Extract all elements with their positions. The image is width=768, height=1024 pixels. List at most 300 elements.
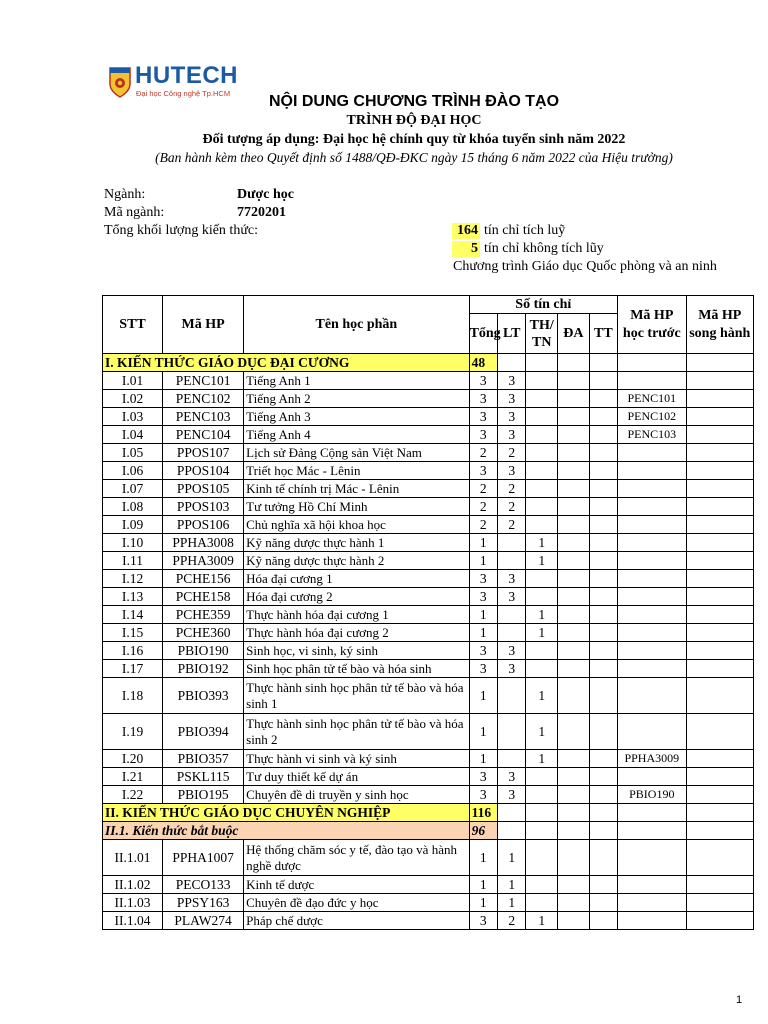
empty-cell [558,354,590,372]
cell-coreq [686,480,753,498]
cell-prereq [618,498,686,516]
cell-da [558,840,590,876]
major-label: Ngành: [104,187,146,202]
table-row [103,606,754,624]
table-row [103,642,754,660]
cell-stt: I.04 [103,426,163,444]
table-row [103,912,754,930]
cell-prereq [618,606,686,624]
empty-cell [498,822,526,840]
cell-name: Tiếng Anh 2 [244,390,469,408]
cell-prereq [618,462,686,480]
cell-lt: 3 [498,786,526,804]
cell-total: 1 [469,552,497,570]
cell-prereq [618,660,686,678]
cell-da [558,750,590,768]
cell-da [558,552,590,570]
cell-total: 3 [469,390,497,408]
cell-total: 1 [469,894,497,912]
cell-tt [589,714,617,750]
cell-total: 3 [469,408,497,426]
cell-th [526,426,558,444]
cell-coreq [686,642,753,660]
cell-da [558,624,590,642]
cell-th [526,372,558,390]
cell-da [558,516,590,534]
cell-total: 2 [469,498,497,516]
total-label: Tổng khối lượng kiến thức: [104,223,259,238]
cell-prereq: PPHA3009 [618,750,686,768]
cell-da [558,480,590,498]
cell-total: 1 [469,714,497,750]
cell-lt: 1 [498,840,526,876]
cell-coreq [686,372,753,390]
cell-code: PPOS105 [163,480,244,498]
cell-stt: I.13 [103,588,163,606]
cell-code: PENC103 [163,408,244,426]
cell-name: Triết học Mác - Lênin [244,462,469,480]
doc-level: TRÌNH ĐỘ ĐẠI HỌC [346,113,482,128]
cell-total: 3 [469,426,497,444]
cell-coreq [686,408,753,426]
cell-th [526,894,558,912]
cell-prereq [618,372,686,390]
cell-coreq [686,534,753,552]
cell-coreq [686,876,753,894]
cell-stt: II.1.03 [103,894,163,912]
table-row [103,786,754,804]
cell-da [558,534,590,552]
section-total: 96 [469,822,497,840]
cell-total: 3 [469,660,497,678]
cell-code: PBIO192 [163,660,244,678]
cell-coreq [686,840,753,876]
empty-cell [686,804,753,822]
cell-da [558,372,590,390]
cell-coreq [686,570,753,588]
cell-prereq [618,678,686,714]
empty-cell [686,354,753,372]
cell-stt: I.01 [103,372,163,390]
cell-name: Sinh học, vi sinh, ký sinh [244,642,469,660]
cell-th [526,390,558,408]
table-row [103,552,754,570]
cell-prereq: PENC103 [618,426,686,444]
cell-prereq [618,534,686,552]
cell-stt: I.10 [103,534,163,552]
cell-coreq [686,894,753,912]
cell-lt: 3 [498,372,526,390]
cell-total: 2 [469,516,497,534]
curriculum-table [102,295,754,930]
empty-cell [589,804,617,822]
cell-name: Kỹ năng dược thực hành 2 [244,552,469,570]
cell-prereq [618,516,686,534]
empty-cell [526,822,558,840]
table-row [103,840,754,876]
cell-prereq: PBIO190 [618,786,686,804]
cell-stt: I.21 [103,768,163,786]
cell-lt [498,678,526,714]
empty-cell [589,822,617,840]
cell-code: PPOS107 [163,444,244,462]
cell-lt [498,714,526,750]
cell-th: 1 [526,552,558,570]
cell-tt [589,516,617,534]
cell-th [526,462,558,480]
cell-prereq [618,912,686,930]
cell-da [558,606,590,624]
cell-prereq [618,714,686,750]
cell-code: PBIO393 [163,678,244,714]
cell-code: PENC101 [163,372,244,390]
cell-prereq [618,624,686,642]
cell-total: 1 [469,678,497,714]
table-row [103,354,754,372]
table-row [103,498,754,516]
cell-name: Lịch sử Đảng Cộng sản Việt Nam [244,444,469,462]
cell-stt: I.08 [103,498,163,516]
cell-code: PPOS106 [163,516,244,534]
cell-code: PPOS104 [163,462,244,480]
empty-cell [618,354,686,372]
cell-da [558,390,590,408]
cell-th [526,408,558,426]
cell-da [558,588,590,606]
cell-th [526,516,558,534]
cell-prereq [618,768,686,786]
cell-stt: I.12 [103,570,163,588]
cell-prereq [618,840,686,876]
cell-name: Tiếng Anh 1 [244,372,469,390]
table-row [103,444,754,462]
header-lt: LT [498,314,526,354]
cell-prereq [618,570,686,588]
cell-stt: I.22 [103,786,163,804]
logo-brand: HUTECH [135,62,238,89]
cell-name: Hóa đại cương 2 [244,588,469,606]
cell-lt [498,624,526,642]
cell-tt [589,894,617,912]
logo-tagline: Đại học Công nghệ Tp.HCM [136,89,231,98]
doc-title: NỘI DUNG CHƯƠNG TRÌNH ĐÀO TẠO [268,93,560,110]
cell-lt: 1 [498,876,526,894]
cell-lt [498,552,526,570]
cell-stt: I.11 [103,552,163,570]
cell-tt [589,408,617,426]
cell-tt [589,912,617,930]
cell-total: 1 [469,606,497,624]
header-prereq: Mã HP học trước [618,296,686,354]
cell-tt [589,444,617,462]
cell-prereq [618,642,686,660]
cell-th [526,498,558,516]
cell-code: PPOS103 [163,498,244,516]
cell-name: Tư tưởng Hồ Chí Minh [244,498,469,516]
doc-target: Đối tượng áp dụng: Đại học hệ chính quy từ khóa tuyển sinh năm 2022 [202,132,626,147]
cell-code: PCHE359 [163,606,244,624]
cell-th: 1 [526,606,558,624]
table-row [103,570,754,588]
table-row [103,876,754,894]
cell-total: 3 [469,786,497,804]
cell-coreq [686,750,753,768]
empty-cell [618,822,686,840]
section-label: II. KIẾN THỨC GIÁO DỤC CHUYÊN NGHIỆP [103,804,470,822]
cell-tt [589,786,617,804]
cell-da [558,768,590,786]
cell-total: 3 [469,462,497,480]
cell-stt: I.18 [103,678,163,714]
empty-cell [618,804,686,822]
cell-stt: II.1.04 [103,912,163,930]
cell-tt [589,426,617,444]
cell-code: PBIO357 [163,750,244,768]
page-number: 1 [736,994,743,1006]
cell-name: Pháp chế dược [244,912,469,930]
cell-th [526,444,558,462]
header-tt: TT [589,314,617,354]
cell-th [526,570,558,588]
cell-prereq: PENC101 [618,390,686,408]
credits-non-text: tín chỉ không tích lũy [484,241,604,256]
section-total: 48 [469,354,497,372]
major-value: Dược học [237,187,294,202]
cell-coreq [686,912,753,930]
table-row [103,894,754,912]
table-row [103,750,754,768]
header-da: ĐA [558,314,590,354]
cell-code: PPHA3008 [163,534,244,552]
cell-tt [589,876,617,894]
header-stt: STT [103,296,163,354]
cell-coreq [686,660,753,678]
cell-tt [589,624,617,642]
cell-code: PCHE158 [163,588,244,606]
cell-code: PECO133 [163,876,244,894]
cell-name: Kinh tế dược [244,876,469,894]
table-row [103,390,754,408]
cell-code: PPHA3009 [163,552,244,570]
cell-code: PCHE156 [163,570,244,588]
cell-stt: I.05 [103,444,163,462]
empty-cell [498,804,526,822]
cell-da [558,678,590,714]
table-row [103,516,754,534]
cell-lt: 3 [498,408,526,426]
cell-lt: 1 [498,894,526,912]
cell-da [558,894,590,912]
cell-stt: I.15 [103,624,163,642]
cell-coreq [686,624,753,642]
cell-tt [589,678,617,714]
cell-prereq [618,552,686,570]
cell-coreq [686,606,753,624]
cell-name: Kỹ năng dược thực hành 1 [244,534,469,552]
cell-lt [498,750,526,768]
cell-th [526,642,558,660]
section-label: II.1. Kiến thức bắt buộc [103,822,470,840]
cell-coreq [686,498,753,516]
cell-stt: II.1.01 [103,840,163,876]
cell-name: Tiếng Anh 4 [244,426,469,444]
empty-cell [498,354,526,372]
table-row [103,768,754,786]
cell-prereq [618,588,686,606]
cell-code: PBIO394 [163,714,244,750]
empty-cell [589,354,617,372]
cell-total: 2 [469,444,497,462]
cell-name: Chủ nghĩa xã hội khoa học [244,516,469,534]
cell-stt: I.16 [103,642,163,660]
cell-name: Thực hành hóa đại cương 2 [244,624,469,642]
cell-th: 1 [526,678,558,714]
cell-prereq: PENC102 [618,408,686,426]
cell-da [558,912,590,930]
cell-tt [589,480,617,498]
cell-th [526,588,558,606]
cell-name: Thực hành sinh học phân tử tế bào và hóa sinh 1 [244,678,469,714]
cell-total: 1 [469,750,497,768]
cell-total: 1 [469,840,497,876]
cell-da [558,462,590,480]
cell-th: 1 [526,912,558,930]
cell-stt: I.09 [103,516,163,534]
cell-prereq [618,894,686,912]
cell-prereq [618,444,686,462]
cell-da [558,786,590,804]
table-row [103,804,754,822]
header-th: TH/ TN [526,314,558,354]
cell-tt [589,606,617,624]
cell-th [526,786,558,804]
cell-lt: 2 [498,516,526,534]
credits-accum-text: tín chỉ tích luỹ [484,223,566,238]
header-coreq: Mã HP song hành [686,296,753,354]
cell-tt [589,390,617,408]
cell-name: Kinh tế chính trị Mác - Lênin [244,480,469,498]
cell-name: Thực hành hóa đại cương 1 [244,606,469,624]
cell-coreq [686,786,753,804]
cell-lt: 3 [498,660,526,678]
table-row [103,588,754,606]
cell-coreq [686,516,753,534]
cell-code: PLAW274 [163,912,244,930]
cell-total: 3 [469,588,497,606]
cell-lt: 2 [498,498,526,516]
cell-prereq [618,876,686,894]
cell-total: 3 [469,768,497,786]
cell-da [558,876,590,894]
cell-stt: I.02 [103,390,163,408]
cell-code: PPSY163 [163,894,244,912]
cell-total: 3 [469,372,497,390]
cell-name: Chuyên đề đạo đức y học [244,894,469,912]
doc-decision: (Ban hành kèm theo Quyết định số 1488/QĐ-ĐKC ngày 15 tháng 6 năm 2022 của Hiệu trưởng) [155,150,673,165]
header-code: Mã HP [163,296,244,354]
cell-stt: I.19 [103,714,163,750]
cell-th [526,660,558,678]
cell-da [558,408,590,426]
cell-th [526,840,558,876]
credits-non-value: 5 [452,241,480,257]
cell-coreq [686,678,753,714]
cell-tt [589,552,617,570]
cell-total: 1 [469,624,497,642]
cell-th: 1 [526,714,558,750]
cell-lt [498,534,526,552]
table-row [103,480,754,498]
cell-name: Hệ thống chăm sóc y tế, đào tạo và hành nghề dược [244,840,469,876]
cell-lt: 3 [498,462,526,480]
table-body [103,354,754,930]
cell-lt [498,606,526,624]
section-total: 116 [469,804,497,822]
table-row [103,462,754,480]
cell-lt: 3 [498,426,526,444]
cell-total: 3 [469,570,497,588]
cell-prereq [618,480,686,498]
table-row [103,624,754,642]
cell-total: 3 [469,912,497,930]
empty-cell [686,822,753,840]
header-credits: Số tín chỉ [469,296,618,314]
cell-tt [589,588,617,606]
empty-cell [526,804,558,822]
cell-th [526,480,558,498]
cell-total: 1 [469,534,497,552]
header-total: Tổng [469,314,497,354]
table-row [103,534,754,552]
cell-coreq [686,462,753,480]
cell-lt: 3 [498,768,526,786]
cell-da [558,660,590,678]
cell-da [558,642,590,660]
cell-tt [589,462,617,480]
empty-cell [526,354,558,372]
empty-cell [558,804,590,822]
table-row [103,660,754,678]
cell-tt [589,840,617,876]
credits-accum-value: 164 [452,223,480,239]
header-name: Tên học phần [244,296,469,354]
cell-lt: 2 [498,912,526,930]
cell-stt: I.03 [103,408,163,426]
cell-coreq [686,390,753,408]
cell-coreq [686,552,753,570]
cell-code: PBIO190 [163,642,244,660]
cell-th: 1 [526,534,558,552]
cell-coreq [686,444,753,462]
cell-name: Chuyên đề di truyền y sinh học [244,786,469,804]
cell-da [558,426,590,444]
cell-code: PBIO195 [163,786,244,804]
code-label: Mã ngành: [104,205,165,220]
table-row [103,426,754,444]
section-label: I. KIẾN THỨC GIÁO DỤC ĐẠI CƯƠNG [103,354,470,372]
cell-tt [589,534,617,552]
defense-text: Chương trình Giáo dục Quốc phòng và an ninh [453,259,717,274]
cell-coreq [686,714,753,750]
cell-lt: 3 [498,642,526,660]
cell-coreq [686,768,753,786]
cell-lt: 3 [498,588,526,606]
cell-stt: I.07 [103,480,163,498]
cell-lt: 2 [498,444,526,462]
cell-code: PSKL115 [163,768,244,786]
table-row [103,822,754,840]
cell-code: PPHA1007 [163,840,244,876]
